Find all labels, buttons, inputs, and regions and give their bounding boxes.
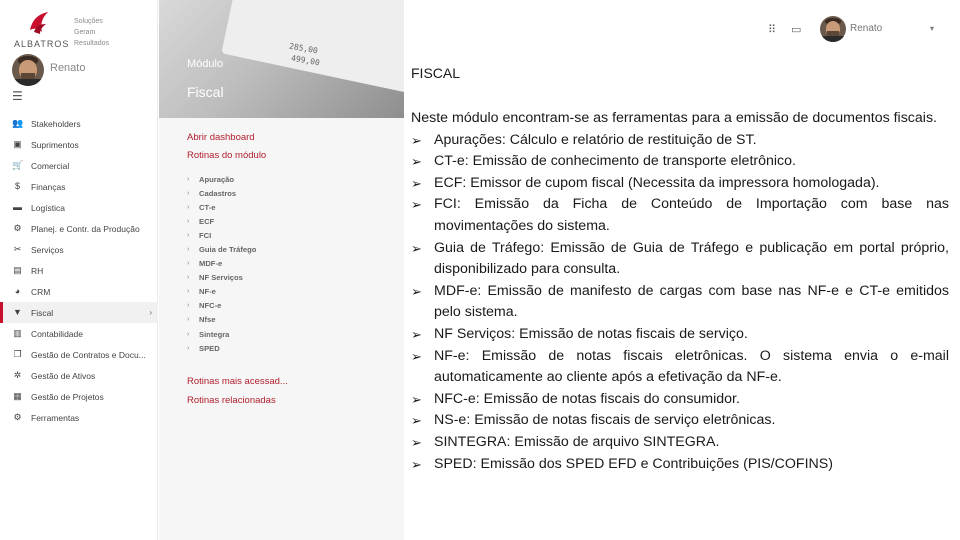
feature-text: NF-e: Emissão de notas fiscais eletrônicas. O sistema envia o e-mail automaticamente ao cliente após a efetivação da NF-e. [434, 347, 949, 386]
arrow-bullet-icon: ➢ [411, 348, 422, 364]
chevron-right-icon: › [187, 231, 190, 239]
user-menu-name: Renato [850, 23, 883, 34]
avatar [12, 54, 44, 86]
arrow-bullet-icon: ➢ [411, 197, 422, 213]
users-icon: 👥 [12, 118, 24, 128]
sidebar-item-rh[interactable] [0, 260, 158, 281]
feature-text: SPED: Emissão dos SPED EFD e Contribuições (PIS/COFINS) [434, 455, 833, 472]
menu-icon[interactable]: ☰ [12, 89, 23, 103]
feature-item [411, 346, 949, 389]
receipt-value: 285,00 [288, 41, 319, 56]
module-routines-link[interactable]: Rotinas do módulo [187, 150, 267, 161]
cart-icon: 🛒 [12, 160, 24, 170]
sidebar-item-label: Comercial [31, 160, 70, 171]
sidebar-item-label: Gestão de Projetos [31, 391, 104, 402]
sidebar-item-label: RH [31, 265, 44, 276]
ledger-icon: ▥ [13, 328, 22, 338]
chevron-right-icon: › [187, 175, 190, 183]
routine-label: CT-e [199, 202, 216, 212]
wrench-icon: ✂ [13, 244, 22, 254]
feature-item [411, 410, 949, 432]
feature-item [411, 173, 949, 195]
truck-icon: ▬ [13, 202, 22, 212]
sidebar-item-crm[interactable] [0, 281, 158, 302]
feature-text: ECF: Emissor de cupom fiscal (Necessita da impressora homologada). [434, 174, 880, 191]
content-area [411, 62, 949, 475]
feature-text: CT-e: Emissão de conhecimento de transporte eletrônico. [434, 153, 796, 170]
related-routines-link[interactable]: Rotinas relacionadas [187, 395, 276, 406]
arrow-bullet-icon: ➢ [411, 434, 422, 450]
sidebar-item-planej-e-contr-da-produ-o[interactable] [0, 218, 158, 239]
chevron-right-icon: › [187, 203, 190, 211]
feature-item [411, 281, 949, 324]
chevron-right-icon: › [187, 274, 190, 282]
feature-item [411, 238, 949, 281]
sidebar-item-label: CRM [31, 286, 51, 297]
sidebar-nav [0, 113, 158, 428]
sidebar-item-finan-as[interactable] [0, 176, 158, 197]
arrow-bullet-icon: ➢ [411, 154, 422, 170]
arrow-bullet-icon: ➢ [411, 456, 422, 472]
routine-item[interactable] [187, 299, 256, 313]
arrow-bullet-icon: ➢ [411, 132, 422, 148]
logo-brand: ALBATROS [14, 39, 70, 49]
tagline-line: Resultados [74, 40, 110, 47]
routine-item[interactable] [187, 186, 256, 200]
sidebar-item-log-stica[interactable] [0, 197, 158, 218]
feature-text: Guia de Tráfego: Emissão de Guia de Tráfego e publicação em portal próprio, disponibilizado para consulta. [434, 239, 949, 278]
sidebar-item-label: Logística [31, 202, 66, 213]
sidebar-item-label: Gestão de Ativos [31, 370, 96, 381]
module-header [159, 0, 404, 118]
feature-item [411, 432, 949, 454]
avatar [820, 16, 846, 42]
sidebar-item-label: Ferramentas [31, 412, 80, 423]
sidebar-item-label: Gestão de Contratos e Docu... [31, 349, 146, 360]
feature-item [411, 454, 949, 476]
caret-down-icon: ▾ [930, 24, 935, 33]
routine-label: MDF-e [199, 259, 223, 269]
user-menu[interactable] [820, 16, 940, 44]
routine-label: Nfse [199, 315, 216, 325]
open-dashboard-link[interactable]: Abrir dashboard [187, 132, 255, 143]
routine-item[interactable] [187, 172, 256, 186]
routine-label: Apuração [199, 174, 235, 184]
sidebar-item-comercial[interactable] [0, 155, 158, 176]
tools-icon: ⚙ [13, 412, 22, 422]
gear-icon: ⚙ [13, 223, 22, 233]
tagline-line: Soluções [74, 18, 103, 25]
sidebar-item-label: Suprimentos [31, 139, 79, 150]
routine-label: Guia de Tráfego [199, 245, 257, 255]
logo[interactable] [10, 8, 150, 50]
feature-text: NS-e: Emissão de notas fiscais de serviço eletrônicas. [434, 412, 776, 429]
top-bar [404, 0, 960, 56]
chevron-right-icon: › [187, 302, 190, 310]
sidebar-item-label: Finanças [31, 181, 66, 192]
sidebar-user-name: Renato [50, 62, 86, 74]
routine-label: NF Serviços [199, 273, 243, 283]
feature-text: SINTEGRA: Emissão de arquivo SINTEGRA. [434, 433, 720, 450]
sidebar [0, 0, 158, 540]
arrow-bullet-icon: ➢ [411, 326, 422, 342]
routine-label: NFC-e [199, 301, 222, 311]
pie-icon: ◕ [14, 286, 21, 296]
routine-label: FCI [199, 230, 212, 240]
routine-item[interactable] [187, 313, 256, 327]
sidebar-item-suprimentos[interactable] [0, 134, 158, 155]
arrow-bullet-icon: ➢ [411, 283, 422, 299]
feature-item [411, 151, 949, 173]
sidebar-item-stakeholders[interactable] [0, 113, 158, 134]
most-accessed-link[interactable]: Rotinas mais acessad... [187, 376, 288, 387]
routine-item[interactable] [187, 228, 256, 242]
arrow-bullet-icon: ➢ [411, 413, 422, 429]
receipt-value: 499,00 [290, 53, 321, 68]
routine-item[interactable] [187, 257, 256, 271]
chevron-right-icon: › [149, 308, 152, 317]
sidebar-item-ferramentas[interactable] [0, 407, 158, 428]
routine-item[interactable] [187, 214, 256, 228]
chevron-right-icon: › [187, 217, 190, 225]
dollar-icon: $ [14, 181, 20, 191]
sidebar-user[interactable] [12, 54, 152, 88]
sidebar-item-gest-o-de-contratos-e-docu[interactable] [0, 344, 158, 365]
id-card-icon: ▤ [13, 265, 22, 275]
routine-label: Cadastros [199, 188, 237, 198]
tagline-line: Geram [74, 29, 96, 36]
chevron-right-icon: › [187, 260, 190, 268]
apps-grid-icon[interactable]: ⠿ [768, 23, 777, 36]
feature-item [411, 389, 949, 411]
albatros-logo-icon [26, 10, 52, 36]
module-panel [159, 0, 404, 540]
funnel-icon: ▼ [13, 307, 22, 317]
feature-item [411, 130, 949, 152]
sidebar-item-label: Contabilidade [31, 328, 83, 339]
sidebar-item-gest-o-de-ativos[interactable] [0, 365, 158, 386]
feature-list [411, 130, 949, 476]
chevron-right-icon: › [187, 316, 190, 324]
feature-text: Apurações: Cálculo e relatório de restituição de ST. [434, 131, 757, 148]
feature-text: NF Serviços: Emissão de notas fiscais de serviço. [434, 325, 748, 342]
sidebar-item-servi-os[interactable] [0, 239, 158, 260]
feature-text: NFC-e: Emissão de notas fiscais do consumidor. [434, 390, 740, 407]
routine-label: Sintegra [199, 329, 230, 339]
intro-text: Neste módulo encontram-se as ferramentas para a emissão de documentos fiscais. [411, 110, 937, 126]
routine-item[interactable] [187, 271, 256, 285]
page-title: FISCAL [411, 65, 461, 81]
routine-label: NF-e [199, 287, 216, 297]
module-label: Módulo [187, 58, 224, 70]
assets-icon: ✲ [13, 370, 22, 380]
feature-item [411, 324, 949, 346]
chevron-right-icon: › [187, 288, 190, 296]
sidebar-item-contabilidade[interactable] [0, 323, 158, 344]
grid-icon: ▦ [13, 391, 22, 401]
arrow-bullet-icon: ➢ [411, 391, 422, 407]
sidebar-item-gest-o-de-projetos[interactable] [0, 386, 158, 407]
chevron-right-icon: › [187, 189, 190, 197]
module-name: Fiscal [187, 84, 224, 100]
routine-label: ECF [199, 216, 215, 226]
arrow-bullet-icon: ➢ [411, 175, 422, 191]
chevron-right-icon: › [187, 330, 190, 338]
sidebar-item-label: Stakeholders [31, 118, 81, 129]
chevron-right-icon: › [187, 344, 190, 352]
docs-icon: ❐ [13, 349, 22, 359]
routine-item[interactable] [187, 200, 256, 214]
sidebar-item-label: Serviços [31, 244, 64, 255]
feature-text: FCI: Emissão da Ficha de Conteúdo de Importação com base nas movimentações do sistema. [434, 196, 949, 234]
routine-item[interactable] [187, 327, 256, 341]
chat-icon[interactable]: ▭ [791, 23, 802, 36]
feature-item [411, 194, 949, 237]
routine-label: SPED [199, 343, 220, 353]
routine-item[interactable] [187, 242, 256, 256]
sidebar-item-label: Fiscal [31, 307, 54, 318]
chevron-right-icon: › [187, 246, 190, 254]
routine-item[interactable] [187, 341, 256, 355]
arrow-bullet-icon: ➢ [411, 240, 422, 256]
feature-text: MDF-e: Emissão de manifesto de cargas com base nas NF-e e CT-e emitidos pelo sistema. [434, 282, 949, 321]
sidebar-item-fiscal[interactable] [0, 302, 158, 323]
routines-list [187, 172, 256, 355]
logo-tagline [74, 16, 109, 49]
routine-item[interactable] [187, 285, 256, 299]
box-icon: ▣ [13, 139, 22, 149]
sidebar-item-label: Planej. e Contr. da Produção [31, 223, 140, 234]
